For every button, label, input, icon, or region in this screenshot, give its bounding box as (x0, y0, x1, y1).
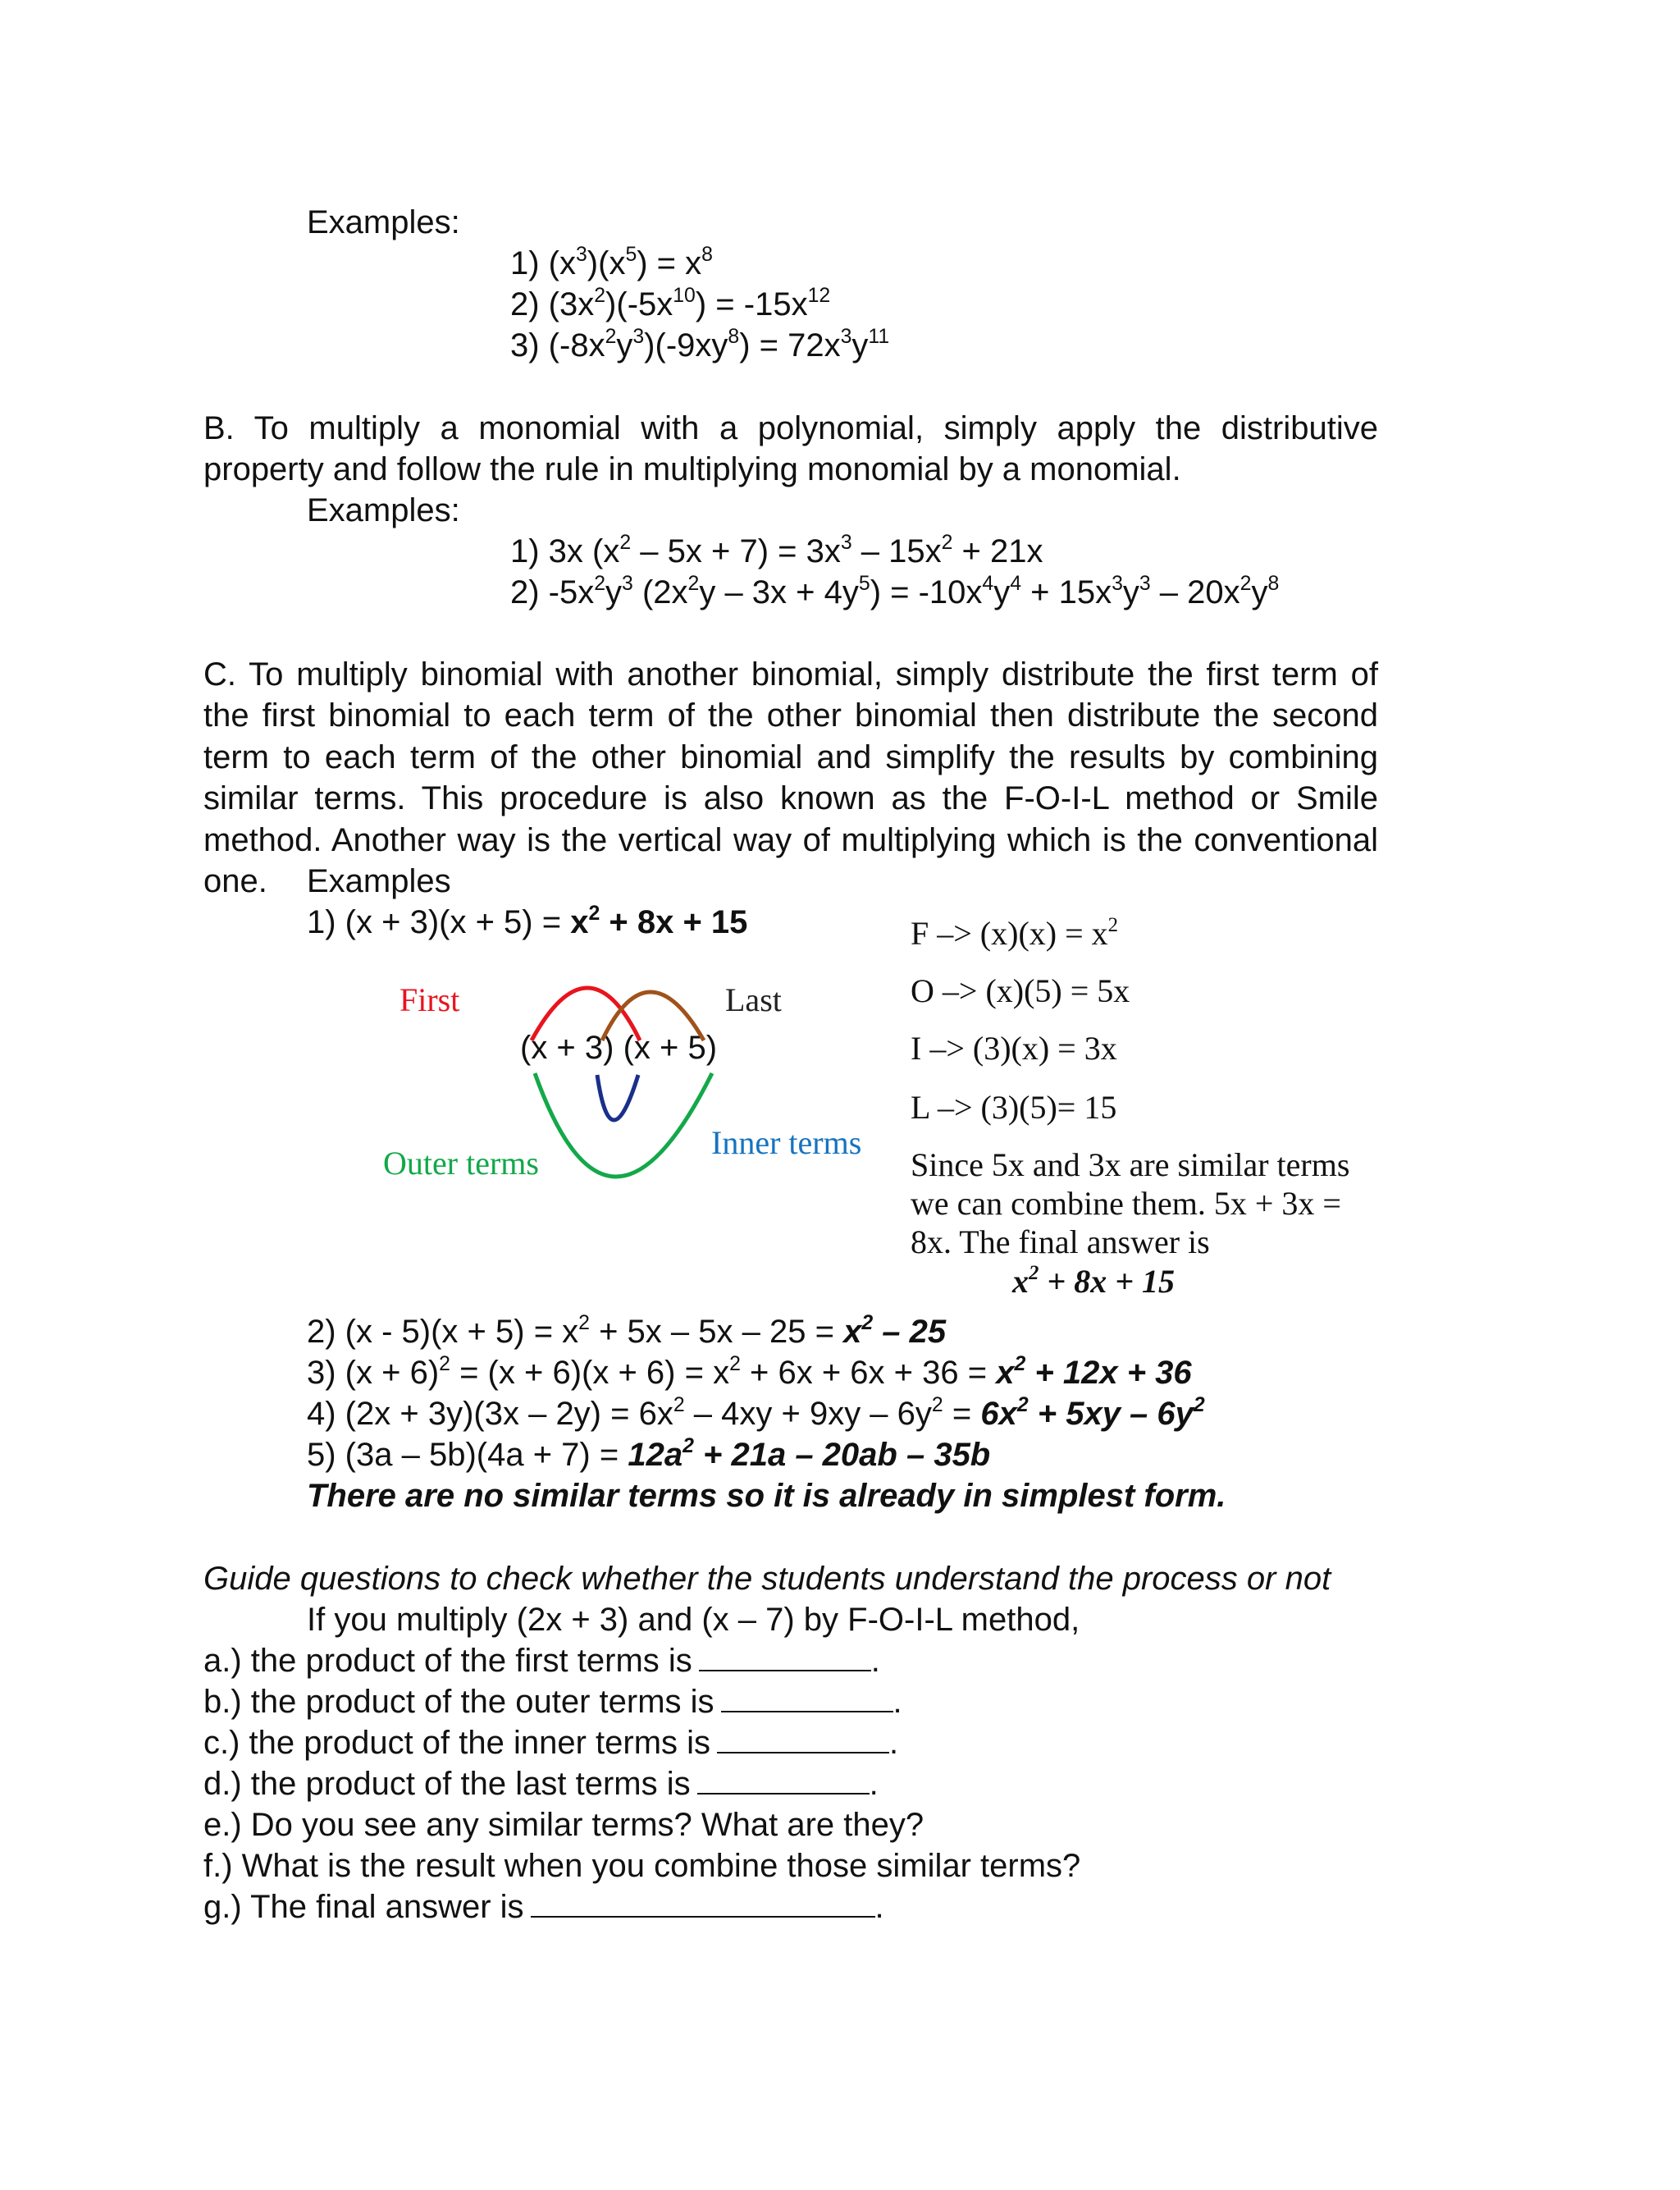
guide-title: Guide questions to check whether the students understand the process or not (203, 1561, 1331, 1597)
last-label: Last (725, 981, 782, 1018)
example-c-1: 1) $(x + 3)(x + 5) = x^2 + 8x + 15$ (307, 903, 748, 940)
example-b-1: 1) 3x $(x^2 - 5x + 7) = 3x^3 - 15x^2 + 21x$ (510, 532, 1043, 569)
example-c-4: 4) $(2x + 3y)(3x - 2y) = 6x^2 - 4xy + 9xy - 6y^2 = 6x^2 + 5xy - 6y^2$ (307, 1394, 1205, 1432)
answer-blank-d[interactable] (697, 1763, 870, 1795)
binomial-expression: (x + 3) (x + 5) (520, 1030, 718, 1066)
answer-blank-c[interactable] (717, 1722, 889, 1753)
example-c-2: 2) $(x - 5)(x + 5) = x^2 + 5x - 5x - 25 = x^2 - 25$ (307, 1312, 947, 1350)
foil-note-3: 8x. The final answer is (911, 1223, 1210, 1260)
foil-final-answer: $x^2 + 8x + 15$ (1012, 1262, 1175, 1300)
answer-blank-a[interactable] (699, 1640, 871, 1671)
examples-label-c: Examples (307, 863, 451, 899)
guide-question-e: e.) Do you see any similar terms? What are they? (203, 1807, 924, 1843)
example-c-5: 5) $(3a - 5b)(4a + 7) = 12a^2 + 21a - 20ab - 35b$ (307, 1435, 991, 1473)
answer-blank-g[interactable] (531, 1886, 875, 1918)
foil-o-line: O –> (x)(5) = 5x (911, 972, 1130, 1009)
example-c-3: 3) $(x + 6)^2 = (x + 6)(x + 6) = x^2 + 6x + 6x + 36 = x^2 + 12x + 36$ (307, 1353, 1192, 1391)
inner-smile (597, 1075, 638, 1120)
example-a-2: 2) $(3x^2)(-5x^{10}) = -15x^{12}$ (510, 285, 831, 322)
foil-f-line: $F -> (x)(x) = x^2$ (911, 914, 1119, 952)
guide-question-f: f.) What is the result when you combine those similar terms? (203, 1848, 1081, 1884)
last-arc (602, 992, 704, 1040)
simplest-form-note: There are no similar terms so it is already in simplest form. (307, 1478, 1226, 1514)
guide-question-d: d.) the product of the last terms is . (203, 1763, 879, 1804)
outer-terms-label: Outer terms (383, 1145, 539, 1182)
guide-intro: If you multiply (2x + 3) and (x – 7) by F-O-I-L method, (307, 1602, 1080, 1638)
guide-question-c: c.) the product of the inner terms is . (203, 1722, 898, 1763)
section-c-paragraph: C. To multiply binomial with another binomial, simply distribute the first term of the first binomial to each term of the other binomial then distribute the second term to each term of the other binomial and simplify the results by combining similar terms. This procedure is also known as the F-O-I-L method or Smile method. Another way is the vertical way of multiplying which is the conventional one. (203, 656, 1378, 900)
foil-note-2: we can combine them. 5x + 3x = (911, 1185, 1341, 1222)
section-b-paragraph: B. To multiply a monomial with a polynomial, simply apply the distributive property and follow the rule in multiplying monomial by a monomial. (203, 410, 1378, 488)
guide-question-g: g.) The final answer is . (203, 1886, 884, 1927)
foil-i-line: I –> (3)(x) = 3x (911, 1030, 1117, 1067)
example-a-3: 3) $(-8x^2y^3)(-9xy^8) = 72x^3y^{11}$ (510, 326, 890, 363)
foil-l-line: L –> (3)(5)= 15 (911, 1089, 1117, 1126)
guide-question-a: a.) the product of the first terms is . (203, 1640, 880, 1681)
example-b-2: 2) $-5x^2y^3$ $(2x^2y - 3x + 4y^5) = -10x^4y^4 + 15x^3y^3 - 20x^2y^8$ (510, 573, 1280, 610)
examples-label-b: Examples: (307, 492, 460, 528)
first-arc (532, 988, 640, 1040)
examples-label-a: Examples: (307, 204, 460, 240)
guide-question-b: b.) the product of the outer terms is . (203, 1681, 902, 1722)
first-label: First (399, 981, 460, 1018)
example-a-1: 1) $(x^3)(x^5) = x^8$ (510, 244, 713, 281)
outer-smile (535, 1073, 712, 1177)
foil-note-1: Since 5x and 3x are similar terms (911, 1146, 1350, 1183)
answer-blank-b[interactable] (721, 1681, 893, 1712)
inner-terms-label: Inner terms (711, 1124, 862, 1161)
